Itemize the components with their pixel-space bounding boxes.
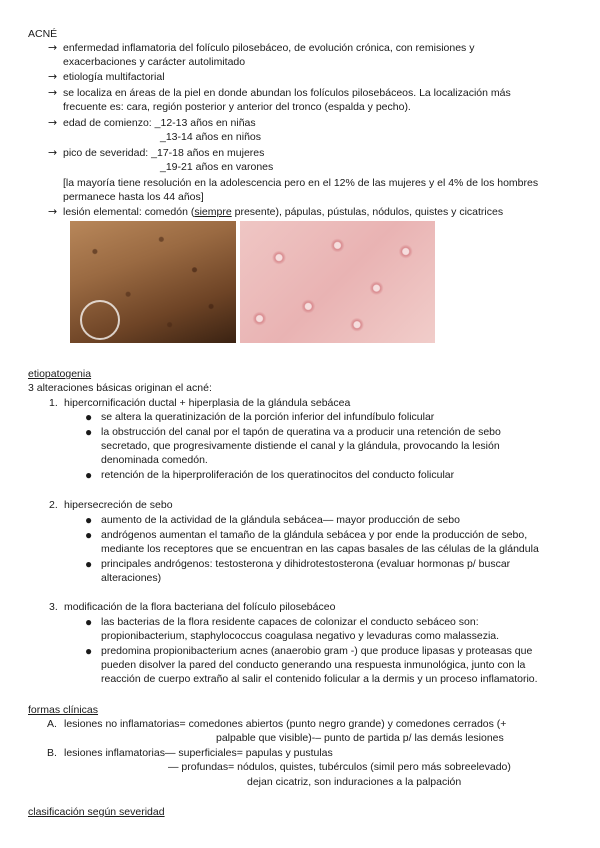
sub-item-cont: reacción de cuerpo extraño al salir el contenido folicular a la dermis y un proceso inflamatorio. — [101, 673, 538, 685]
sub-item-cont: pueden disolver la pared del conducto generando una respuesta inmunológica, junto con la — [101, 659, 526, 671]
bullet-icon: ● — [85, 513, 93, 527]
list-item: edad de comienzo: _12-13 años en niñas — [63, 117, 256, 129]
section-intro: 3 alteraciones básicas originan el acné: — [28, 382, 212, 394]
sub-item-cont: secretado, que progresivamente distiende el canal y la glándula, provocando la lesión — [101, 440, 500, 452]
bullet-icon: ● — [85, 557, 93, 571]
list-item: lesiones no inflamatorias= comedones abiertos (punto negro grande) y comedones cerrados (+ — [64, 718, 507, 730]
list-item: hipercornificación ductal + hiperplasia de la glándula sebácea — [64, 397, 351, 409]
arrow-icon: → — [48, 86, 58, 99]
list-item: hipersecreción de sebo — [64, 499, 173, 511]
section-heading: formas clínicas — [28, 704, 99, 716]
list-item: enfermedad inflamatoria del folículo pilosebáceo, de evolución crónica, con remisiones y — [63, 42, 475, 54]
sub-item-cont: alteraciones) — [101, 572, 162, 584]
text-part: presente), pápulas, pústulas, nódulos, quistes y cicatrices — [231, 206, 504, 218]
arrow-icon: → — [48, 41, 58, 54]
bullet-icon: ● — [85, 615, 93, 629]
bullet-icon: ● — [85, 410, 93, 424]
sub-item-cont: mediante los receptores que se encuentran en las capas basales de las células de la glándula — [101, 543, 539, 555]
bullet-icon: ● — [85, 425, 93, 439]
sub-item-cont: denominada comedón. — [101, 454, 208, 466]
sub-item-cont: propionibacterium, staphylococcus coagulasa negativo y levaduras como malassezia. — [101, 630, 500, 642]
sub-item: las bacterias de la flora residente capaces de colonizar el conducto sebáceo son: — [101, 616, 479, 628]
list-item-cont: _13-14 años en niños — [160, 131, 261, 143]
bullet-icon: ● — [85, 644, 93, 658]
list-item-cont: — profundas= nódulos, quistes, tubérculos (simil pero más sobreelevado) — [168, 761, 511, 773]
page-title: ACNÉ — [28, 28, 58, 40]
list-number: 3. — [49, 601, 58, 613]
pustule-skin-photo — [240, 221, 435, 343]
list-item-cont: exacerbaciones y carácter autolimitado — [63, 56, 246, 68]
note-text: [la mayoría tiene resolución en la adolescencia pero en el 12% de las mujeres y el 4% de los hombres — [63, 177, 539, 189]
sub-item: predomina propionibacterium acnes (anaerobio gram -) que produce lipasas y proteasas que — [101, 645, 533, 657]
sub-item: andrógenos aumentan el tamaño de la glándula sebácea y por ende la producción de sebo, — [101, 529, 528, 541]
list-item-cont: dejan cicatriz, son induraciones a la palpación — [247, 776, 462, 788]
section-heading: clasificación según severidad — [28, 806, 165, 818]
list-item-cont: frecuente es: cara, región posterior y anterior del tronco (espalda y pecho). — [63, 101, 411, 113]
sub-item: aumento de la actividad de la glándula sebácea— mayor producción de sebo — [101, 514, 460, 526]
list-letter: B. — [47, 747, 57, 759]
sub-item: la obstrucción del canal por el tapón de queratina va a producir una retención de sebo — [101, 426, 501, 438]
list-number: 1. — [49, 397, 58, 409]
arrow-icon: → — [48, 70, 58, 83]
list-item — [63, 205, 503, 219]
list-item: lesiones inflamatorias— superficiales= papulas y pustulas — [64, 747, 333, 759]
list-item: etiología multifactorial — [63, 71, 165, 83]
arrow-icon: → — [48, 205, 58, 218]
list-item: se localiza en áreas de la piel en donde abundan los folículos pilosebáceos. La localización más — [63, 87, 511, 99]
sub-item: se altera la queratinización de la porción inferior del infundíbulo folicular — [101, 411, 435, 423]
bullet-icon: ● — [85, 468, 93, 482]
list-item-cont: _19-21 años en varones — [160, 161, 274, 173]
bullet-icon: ● — [85, 528, 93, 542]
list-item: pico de severidad: _17-18 años en mujeres — [63, 147, 265, 159]
list-letter: A. — [47, 718, 57, 730]
arrow-icon: → — [48, 146, 58, 159]
sub-item: retención de la hiperproliferación de los queratinocitos del conducto folicular — [101, 469, 455, 481]
sub-item: principales andrógenos: testosterona y dihidrotestosterona (evaluar hormonas p/ buscar — [101, 558, 511, 570]
arrow-icon: → — [48, 116, 58, 129]
list-item: modificación de la flora bacteriana del folículo pilosebáceo — [64, 601, 336, 613]
note-text: permanece hasta los 44 años] — [63, 191, 204, 203]
text-part: lesión elemental: comedón ( — [63, 206, 195, 218]
list-item-cont: palpable que visible)-– punto de partida p/ las demás lesiones — [216, 732, 504, 744]
list-number: 2. — [49, 499, 58, 511]
emphasis-text: siempre — [194, 206, 232, 218]
watermark-seal-icon — [80, 300, 120, 340]
section-heading: etiopatogenia — [28, 368, 92, 380]
